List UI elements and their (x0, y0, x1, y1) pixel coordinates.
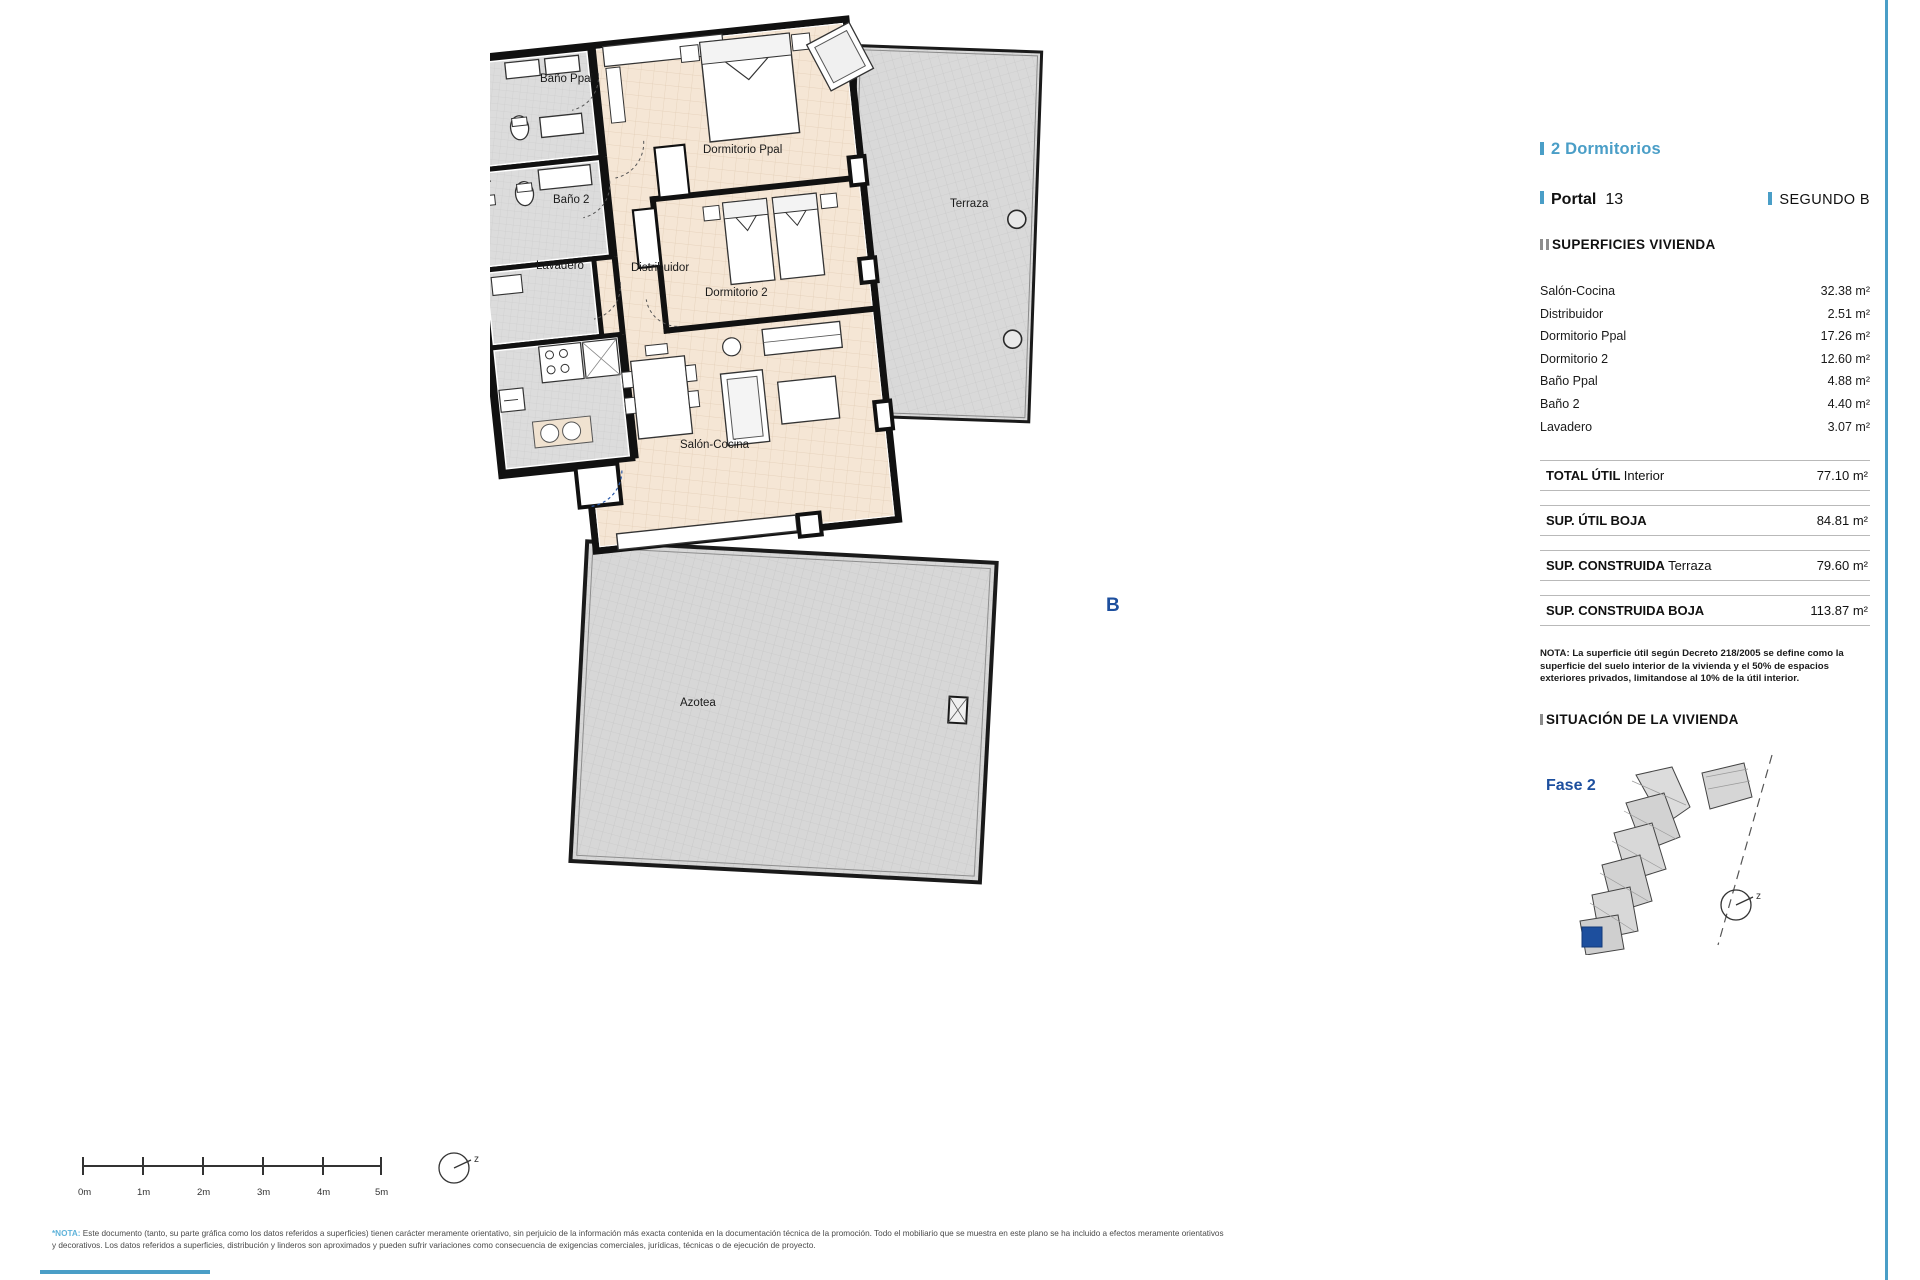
room-area-name: Dormitorio Ppal (1540, 329, 1627, 344)
bullet-bar-icon (1540, 714, 1543, 725)
scale-tick-label: 0m (78, 1187, 92, 1198)
phase-label: Fase 2 (1546, 776, 1596, 794)
scale-bar-graphic (82, 1155, 422, 1201)
bullet-bar-icon (1768, 192, 1772, 205)
bullet-bar-icon (1540, 239, 1543, 250)
footnote-line-1: Este documento (tanto, su parte gráfica como los datos referidos a superficies) tienen carácter meramente orientativo, sin perjuicio de la información más exacta contenida en la documentación técnica de la promoción. Todo el mobiliario que se muestra en este plano se ha incluido a efectos meramente orientativos (82, 1229, 1224, 1238)
total-label: SUP. ÚTIL BOJA (1546, 513, 1647, 529)
watermark: Global Spa (1115, 635, 1195, 696)
balcony-marker: B (1106, 595, 1120, 616)
total-row (1540, 595, 1870, 626)
room-area-name: Salón-Cocina (1540, 284, 1616, 298)
bullet-bar-icon (1546, 239, 1549, 250)
info-panel (1540, 140, 1870, 955)
room-area-row (1540, 370, 1870, 393)
portal-number: 13 (1605, 191, 1624, 208)
room-area-value: 32.38 m² (1820, 284, 1870, 298)
scale-tick-label: 2m (197, 1187, 211, 1198)
room-area-row (1540, 280, 1870, 303)
scale-bar (78, 1155, 422, 1205)
svg-text:z: z (1756, 890, 1761, 902)
room-area-row (1540, 303, 1870, 326)
room-area-value: 12.60 m² (1820, 351, 1870, 366)
footnote (52, 1228, 1842, 1252)
room-area-name: Baño 2 (1540, 396, 1580, 411)
scale-tick-label: 3m (257, 1187, 271, 1198)
room-label: Dormitorio Ppal (703, 144, 783, 156)
total-label: SUP. CONSTRUIDA (1546, 558, 1669, 574)
scale-tick-label: 1m (137, 1187, 151, 1198)
scale-tick-label: 5m (375, 1187, 389, 1198)
room-label: Salón-Cocina (680, 439, 750, 451)
room-label: Azotea (680, 697, 716, 709)
total-value: 77.10 m² (1816, 468, 1868, 484)
room-area-row (1540, 416, 1870, 439)
total-value: 79.60 m² (1816, 558, 1868, 574)
unit-designation: SEGUNDO B (1768, 192, 1870, 208)
portal-label: Portal (1551, 191, 1597, 208)
surfaces-title: SUPERFICIES VIVIENDA (1540, 237, 1870, 252)
room-label: Distribuidor (631, 262, 690, 274)
total-row (1540, 460, 1870, 491)
footnote-tag: *NOTA: (52, 1229, 81, 1238)
portal-row (1540, 191, 1870, 209)
north-arrow (430, 1148, 500, 1198)
floorplan-svg (490, 10, 1190, 1070)
bottom-accent-rule (40, 1270, 210, 1274)
room-area-value: 4.88 m² (1827, 374, 1870, 389)
total-row (1540, 505, 1870, 536)
room-areas-list (1540, 280, 1870, 438)
room-label: Dormitorio 2 (705, 287, 768, 299)
bedrooms-title: 2 Dormitorios (1540, 140, 1870, 159)
total-label: TOTAL ÚTIL (1546, 468, 1624, 484)
room-area-name: Distribuidor (1540, 306, 1604, 321)
right-accent-rule (1885, 0, 1888, 1280)
room-area-row (1540, 393, 1870, 416)
total-label-suffix: Terraza (1668, 558, 1712, 574)
room-area-name: Baño Ppal (1540, 374, 1598, 389)
room-area-value: 17.26 m² (1820, 329, 1870, 344)
bullet-bar-icon (1540, 191, 1544, 204)
room-label: Terraza (950, 198, 989, 210)
bullet-bar-icon (1540, 142, 1544, 155)
scale-tick-label: 4m (317, 1187, 331, 1198)
room-area-name: Lavadero (1540, 419, 1593, 434)
total-label-suffix: Interior (1623, 468, 1665, 484)
room-area-value: 2.51 m² (1827, 306, 1870, 321)
footnote-line-2: y decorativos. Los datos referidos a superficies, distribución y linderos son aproximados y pueden sufrir variaciones como consecuencia de exigencias comerciales, jurídicas, técnicas o de ejecución de proyecto. (52, 1241, 816, 1250)
floorplan-drawing (490, 10, 1195, 1070)
room-area-name: Dormitorio 2 (1540, 351, 1609, 366)
situation-title: SITUACIÓN DE LA VIVIENDA (1540, 712, 1870, 727)
room-area-value: 4.40 m² (1827, 396, 1870, 411)
svg-text:z: z (474, 1154, 479, 1165)
situation-map (1540, 745, 1870, 955)
north-arrow-graphic (430, 1148, 500, 1192)
room-area-value: 3.07 m² (1827, 419, 1870, 434)
total-value: 84.81 m² (1816, 513, 1868, 529)
legal-note: NOTA: La superficie útil según Decreto 218/2005 se define como la superficie del suelo interior de la vivienda y el 50% de espacios exteriores privados, limitandose al 10% de la útil interior. (1540, 648, 1844, 685)
room-area-row (1540, 325, 1870, 348)
total-label: SUP. CONSTRUIDA BOJA (1546, 603, 1705, 619)
total-value: 113.87 m² (1810, 603, 1868, 619)
room-area-row (1540, 348, 1870, 371)
total-row (1540, 550, 1870, 581)
room-label: Baño Ppal (540, 73, 594, 85)
room-label: Baño 2 (553, 194, 590, 206)
room-label: Lavadero (536, 260, 584, 272)
